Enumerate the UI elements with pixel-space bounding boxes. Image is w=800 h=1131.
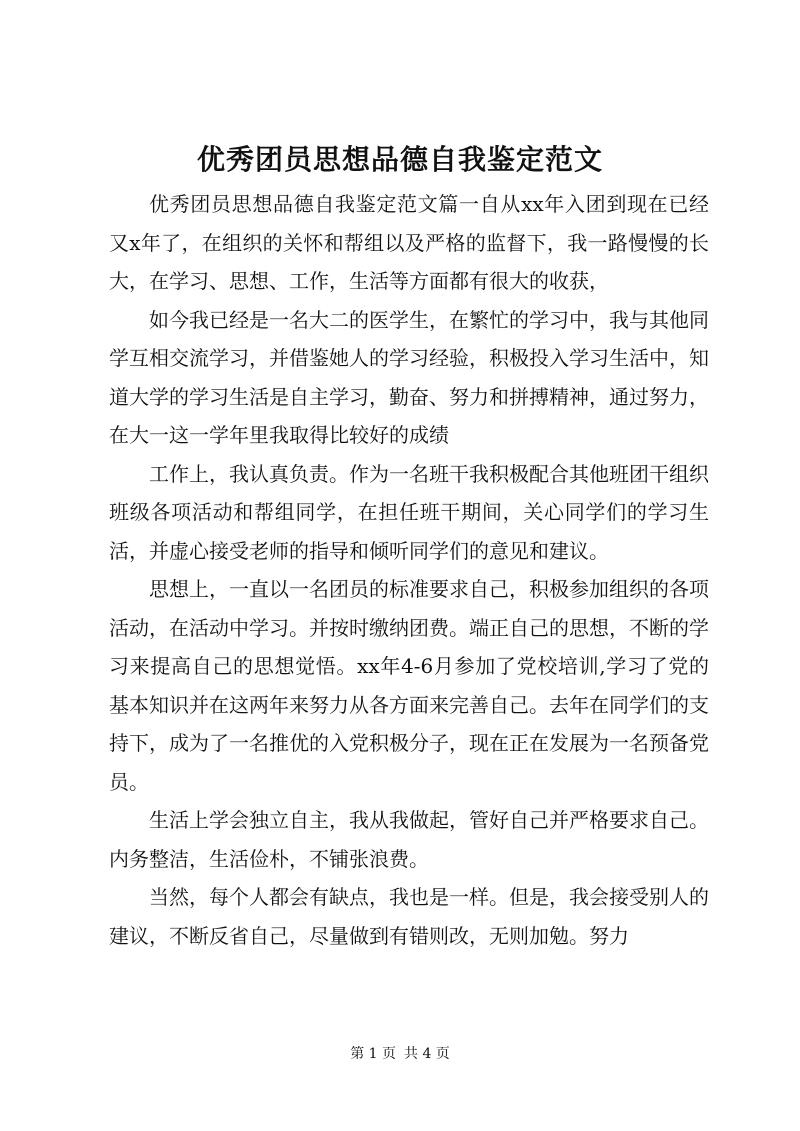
paragraph: 工作上，我认真负责。作为一名班干我积极配合其他班团干组织班级各项活动和帮组同学，在担任班干期间，关心同学们的学习生活，并虚心接受老师的指导和倾听同学们的意见和建议。 — [109, 461, 709, 563]
paragraph: 优秀团员思想品德自我鉴定范文篇一自从xx年入团到现在已经又x年了，在组织的关怀和帮组以及严格的监督下，我一路慢慢的长大，在学习、思想、工作，生活等方面都有很大的收获， — [109, 192, 709, 293]
document-body — [109, 185, 709, 955]
paragraph: 思想上，一直以一名团员的标准要求自己，积极参加组织的各项活动，在活动中学习。并按时缴纳团费。端正自己的思想，不断的学习来提高自己的思想觉悟。xx年4-6月参加了党校培训,学习了党的基本知识并在这两年来努力从各方面来完善自己。去年在同学们的支持下，成为了一名推优的入党积极分子，现在正在发展为一名预备党员。 — [109, 577, 709, 794]
page-number: 第 1 页 — [350, 1046, 396, 1062]
paragraph: 如今我已经是一名大二的医学生，在繁忙的学习中，我与其他同学互相交流学习，并借鉴她人的学习经验，积极投入学习生活中，知道大学的学习生活是自主学习，勤奋、努力和拼搏精神，通过努力，在大一这一学年里我取得比较好的成绩 — [109, 307, 709, 447]
page-total: 共 4 页 — [404, 1046, 450, 1062]
document-title: 优秀团员思想品德自我鉴定范文 — [196, 143, 603, 176]
page-footer — [0, 1044, 800, 1064]
paragraph: 当然，每个人都会有缺点，我也是一样。但是，我会接受别人的建议，不断反省自己，尽量做到有错则改，无则加勉。努力 — [109, 885, 709, 948]
paragraph: 生活上学会独立自主，我从我做起，管好自己并严格要求自己。内务整洁，生活俭朴，不铺张浪费。 — [109, 808, 709, 871]
